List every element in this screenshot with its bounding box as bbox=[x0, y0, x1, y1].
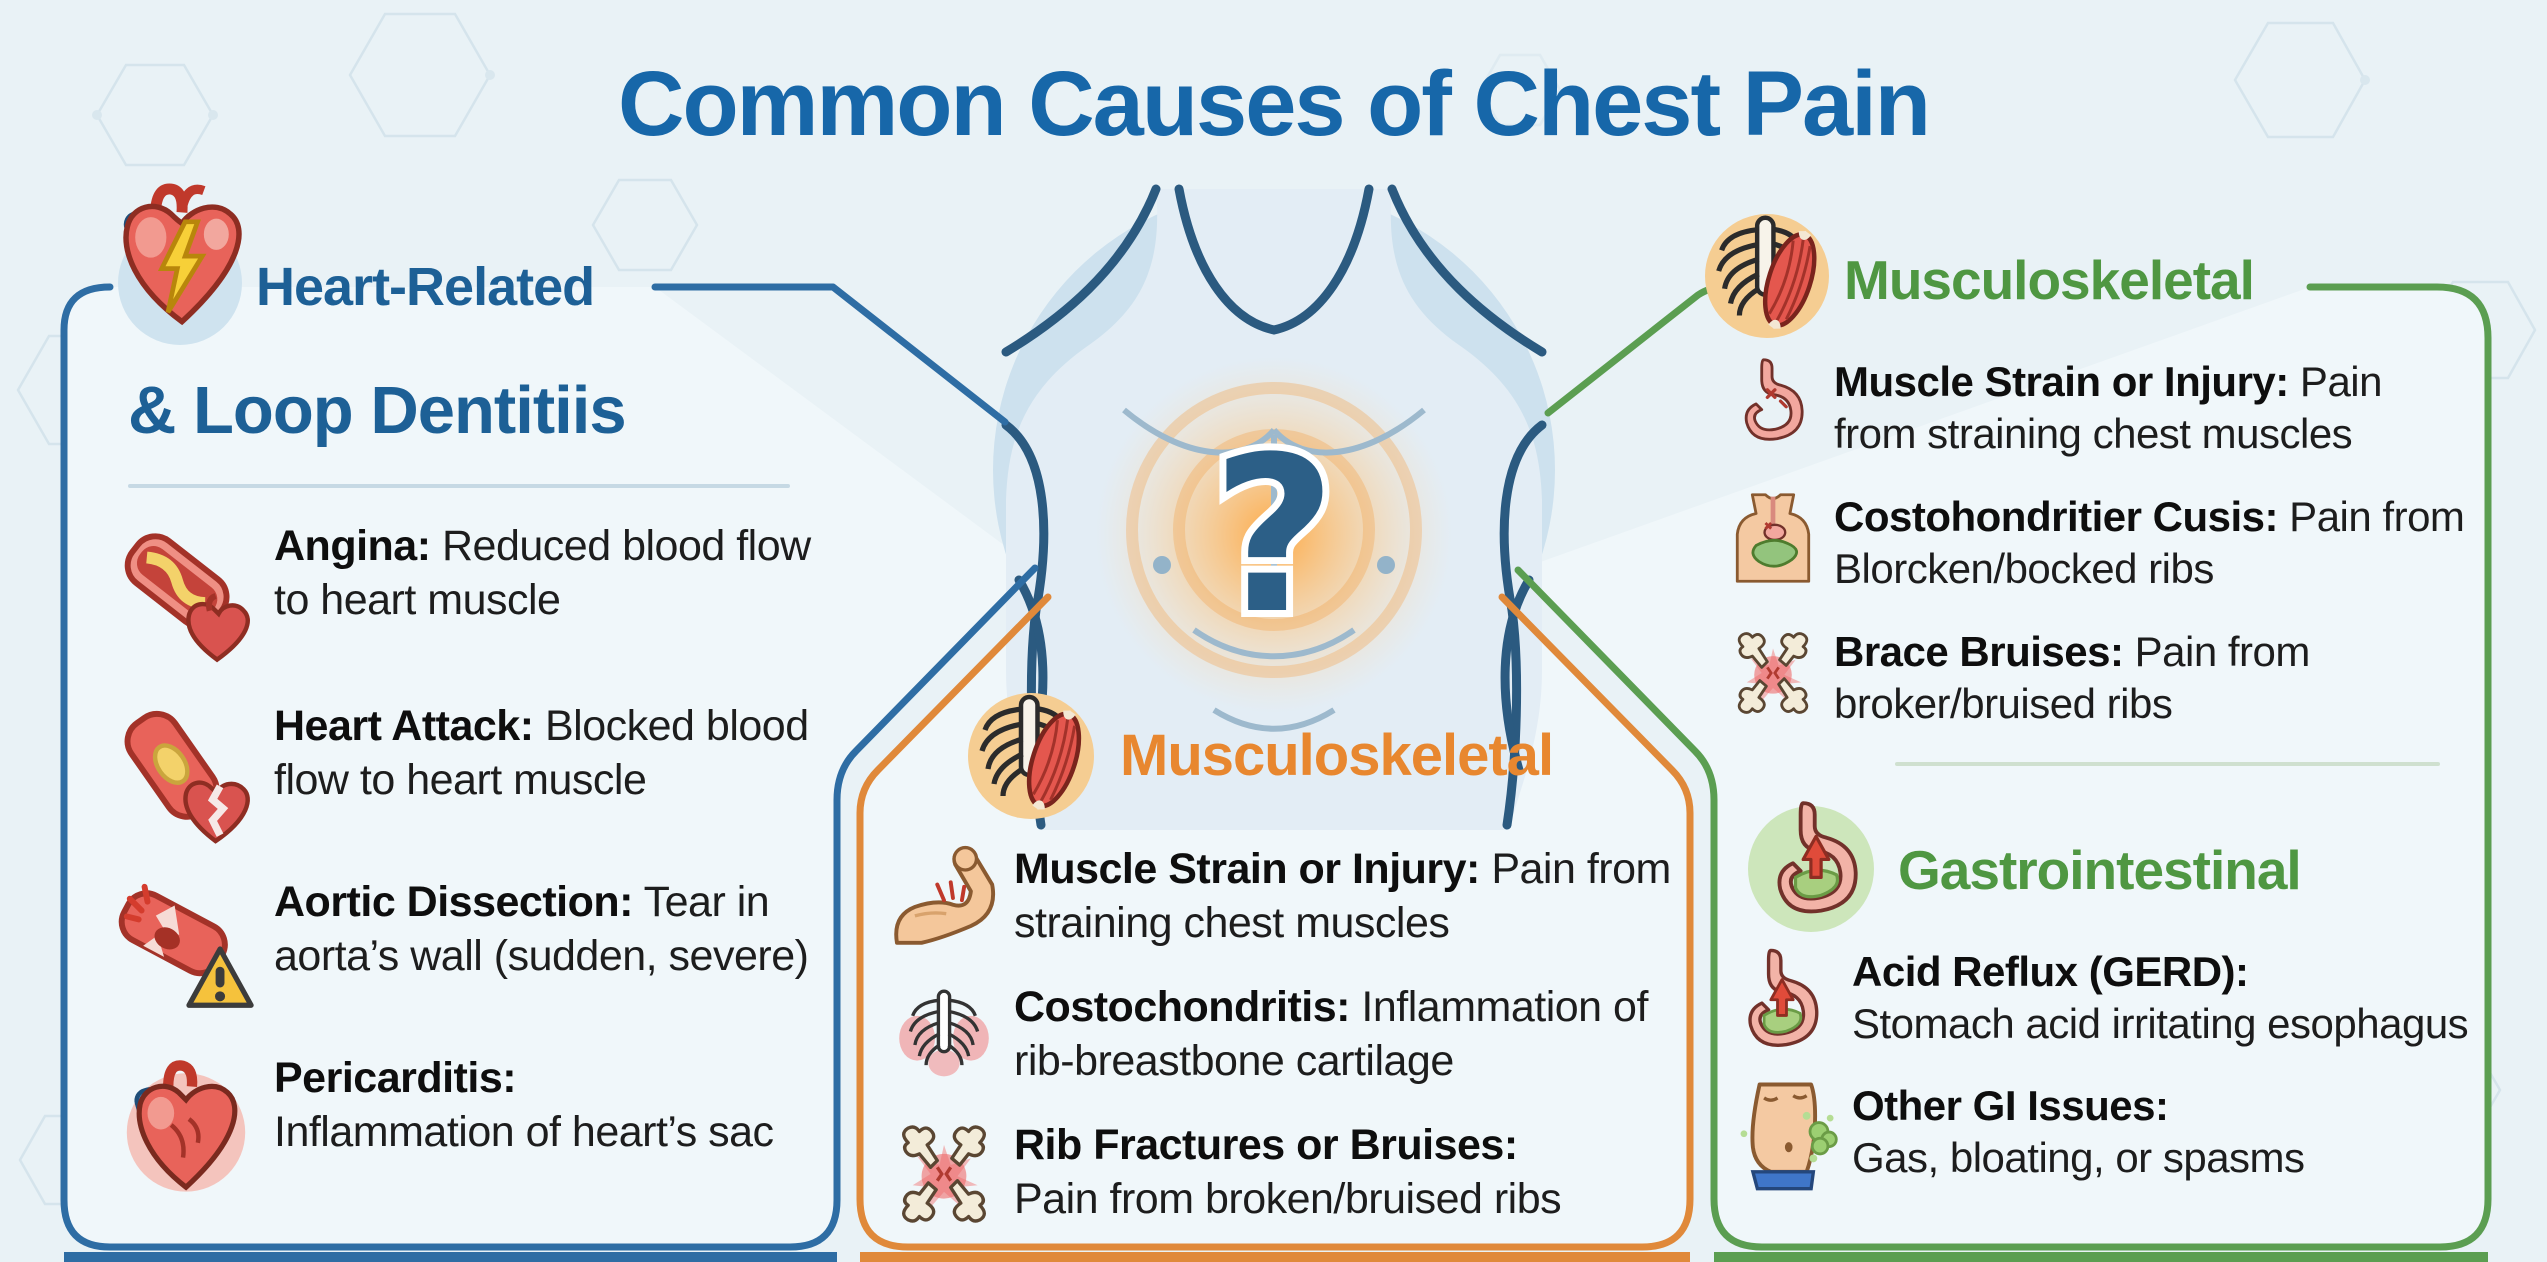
item-icon bbox=[888, 1118, 1000, 1230]
item-icon bbox=[1726, 1080, 1838, 1192]
ribcage-muscle-icon bbox=[958, 679, 1108, 829]
abdomen-organ-icon bbox=[1726, 491, 1820, 585]
list-item bbox=[112, 875, 812, 1023]
stomach-reflux-icon bbox=[1752, 798, 1880, 926]
list-item bbox=[888, 1118, 1678, 1230]
question-mark: ? bbox=[1211, 410, 1337, 661]
item-icon bbox=[112, 519, 260, 667]
broken-bones-icon bbox=[888, 1118, 1000, 1230]
right-musculo-title: Musculoskeletal bbox=[1844, 249, 2254, 311]
item-icon bbox=[888, 980, 1000, 1092]
ribcage-muscle-icon bbox=[1695, 200, 1843, 348]
right-musculo-items-list bbox=[1726, 356, 2471, 761]
heart-items-list bbox=[112, 519, 812, 1227]
inflamed-heart-icon bbox=[112, 1051, 260, 1199]
item-icon bbox=[1726, 626, 1820, 720]
list-item bbox=[112, 699, 812, 847]
item-text: Acid Reflux (GERD): Stomach acid irritating esophagus bbox=[1852, 948, 2469, 1047]
item-text: Rib Fractures or Bruises: Pain from broken/bruised ribs bbox=[1014, 1121, 1562, 1223]
item-text: Aortic Dissection: Tear in aorta’s wall (sudden, severe) bbox=[274, 878, 809, 980]
item-text: Pericarditis: Inflammation of heart’s sac bbox=[274, 1054, 774, 1156]
list-item bbox=[888, 980, 1678, 1092]
stomach-icon bbox=[1726, 356, 1820, 450]
inflamed-ribcage-icon bbox=[888, 980, 1000, 1092]
list-item bbox=[112, 1051, 812, 1199]
list-item bbox=[112, 519, 812, 667]
item-text: Costochondritis: Inflammation of rib-breastbone cartilage bbox=[1014, 983, 1648, 1085]
stomach-reflux-icon bbox=[1726, 946, 1838, 1058]
item-text: Brace Bruises: Pain from broker/bruised ribs bbox=[1834, 628, 2310, 727]
right-divider bbox=[1895, 762, 2440, 766]
flexed-arm-icon bbox=[888, 842, 1000, 954]
clogged-artery-heart-icon bbox=[112, 519, 260, 667]
item-icon bbox=[1726, 491, 1820, 585]
list-item bbox=[1726, 626, 2471, 732]
list-item bbox=[1726, 356, 2471, 462]
gastro-items-list bbox=[1726, 946, 2471, 1214]
item-icon bbox=[1726, 946, 1838, 1058]
heart-section-icon-circle bbox=[118, 221, 242, 345]
item-icon bbox=[112, 1051, 260, 1199]
list-item bbox=[1726, 946, 2471, 1058]
right-musculo-icon-circle bbox=[1705, 214, 1829, 338]
item-text: Heart Attack: Blocked blood flow to heart muscle bbox=[274, 702, 809, 804]
heart-lightning-icon bbox=[104, 175, 260, 331]
item-text: Angina: Reduced blood flow to heart muscle bbox=[274, 522, 811, 624]
item-icon bbox=[1726, 356, 1820, 450]
center-musculo-title: Musculoskeletal bbox=[1120, 723, 1554, 788]
heart-section-subtitle: & Loop Dentitiis bbox=[128, 373, 626, 448]
item-icon bbox=[112, 875, 260, 1023]
item-icon bbox=[112, 699, 260, 847]
item-text: Other GI Issues: Gas, bloating, or spasms bbox=[1852, 1082, 2305, 1181]
list-item bbox=[1726, 491, 2471, 597]
item-icon bbox=[888, 842, 1000, 954]
page-title: Common Causes of Chest Pain bbox=[618, 53, 1929, 155]
item-text: Costohondritier Cusis: Pain from Blorcken/bocked ribs bbox=[1834, 493, 2465, 592]
broken-bones-icon bbox=[1726, 626, 1820, 720]
blocked-artery-broken-heart-icon bbox=[112, 699, 260, 847]
item-text: Muscle Strain or Injury: Pain from straining chest muscles bbox=[1014, 845, 1671, 947]
item-text: Muscle Strain or Injury: Pain from straining chest muscles bbox=[1834, 358, 2382, 457]
left-divider bbox=[128, 484, 790, 488]
list-item bbox=[888, 842, 1678, 954]
heart-section-title: Heart-Related bbox=[256, 257, 595, 317]
center-musculo-items-list bbox=[888, 842, 1678, 1256]
gastro-title: Gastrointestinal bbox=[1898, 839, 2301, 901]
bloated-belly-icon bbox=[1726, 1080, 1838, 1192]
list-item bbox=[1726, 1080, 2471, 1192]
gastro-icon-circle bbox=[1748, 806, 1874, 932]
torn-aorta-warning-icon bbox=[112, 875, 260, 1023]
center-musculo-icon-circle bbox=[968, 693, 1094, 819]
